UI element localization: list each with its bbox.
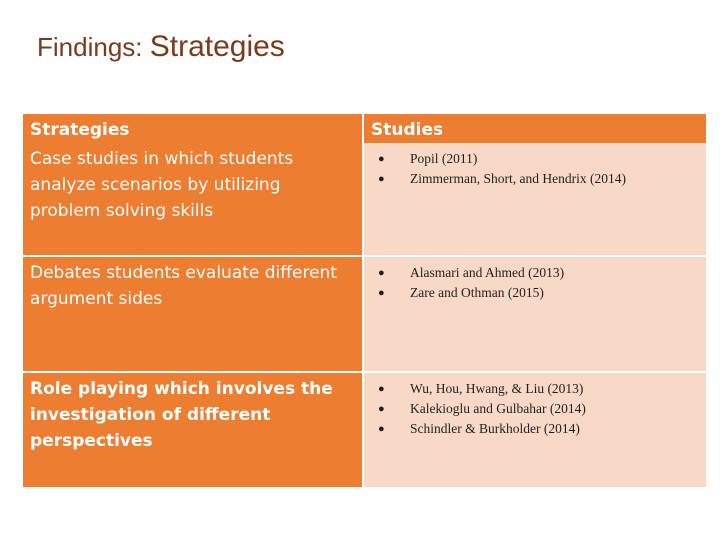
strategy-cell: Role playing which involves the investigation of different perspectives bbox=[23, 372, 363, 488]
title-prefix: Findings: bbox=[37, 32, 150, 62]
bullet-icon: ● bbox=[378, 173, 385, 185]
strategy-cell: Case studies in which students analyze scenarios by utilizing problem solving skills bbox=[23, 143, 363, 256]
findings-table bbox=[23, 114, 706, 489]
bullet-icon: ● bbox=[378, 287, 385, 299]
studies-cell bbox=[363, 256, 706, 372]
bullet-icon: ● bbox=[378, 403, 385, 415]
table-row bbox=[23, 256, 706, 372]
bullet-icon: ● bbox=[378, 423, 385, 435]
study-item: ● Zimmerman, Short, and Hendrix (2014) bbox=[364, 169, 706, 189]
study-item: ● Zare and Othman (2015) bbox=[364, 283, 706, 303]
study-list bbox=[364, 149, 706, 189]
study-item: ● Kalekioglu and Gulbahar (2014) bbox=[364, 399, 706, 419]
studies-cell bbox=[363, 372, 706, 488]
study-list bbox=[364, 379, 706, 439]
bullet-icon: ● bbox=[378, 383, 385, 395]
study-list bbox=[364, 263, 706, 303]
header-studies: Studies bbox=[363, 114, 706, 143]
strategy-cell: Debates students evaluate different argument sides bbox=[23, 256, 363, 372]
slide-title bbox=[37, 30, 285, 64]
bullet-icon: ● bbox=[378, 153, 385, 165]
table-row bbox=[23, 143, 706, 256]
header-strategies: Strategies bbox=[23, 114, 363, 143]
table-row bbox=[23, 372, 706, 488]
study-item: ● Wu, Hou, Hwang, & Liu (2013) bbox=[364, 379, 706, 399]
bullet-icon: ● bbox=[378, 267, 385, 279]
title-main: Strategies bbox=[149, 30, 285, 63]
studies-cell bbox=[363, 143, 706, 256]
study-item: ● Popil (2011) bbox=[364, 149, 706, 169]
study-item: ● Schindler & Burkholder (2014) bbox=[364, 419, 706, 439]
table-header-row bbox=[23, 114, 706, 143]
study-item: ● Alasmari and Ahmed (2013) bbox=[364, 263, 706, 283]
